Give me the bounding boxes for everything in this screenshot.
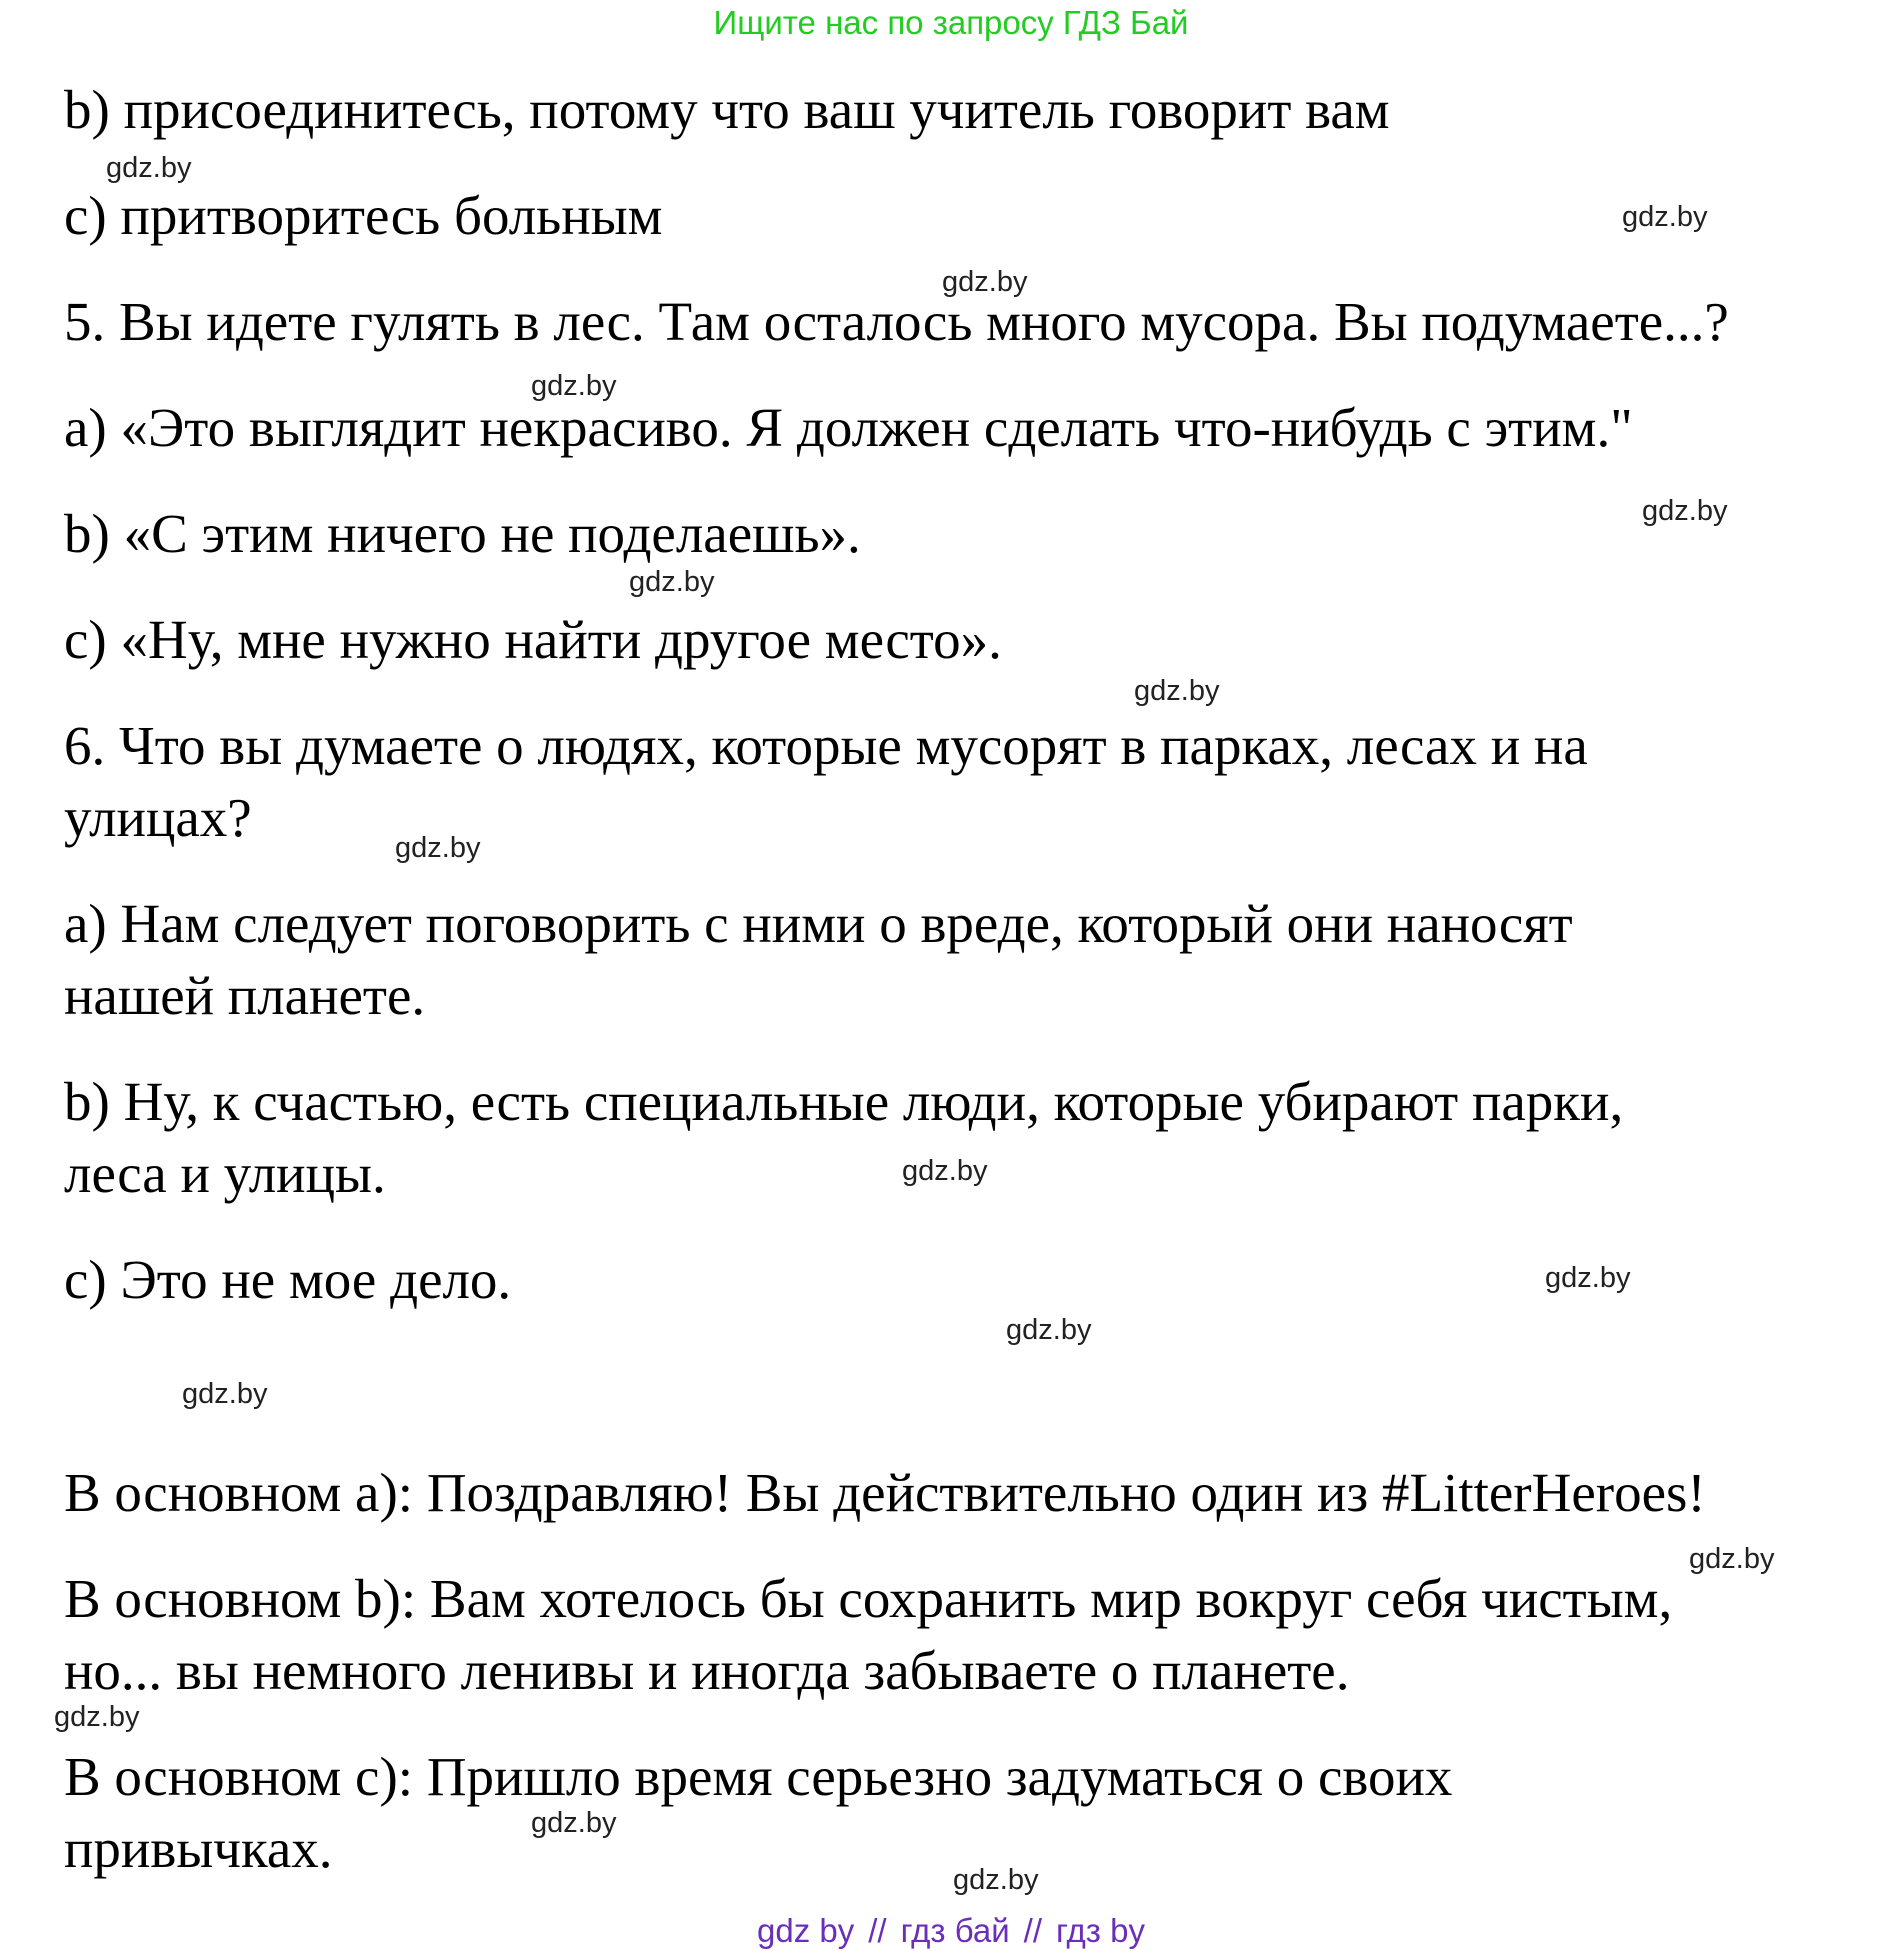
watermark: gdz.by [629, 566, 715, 598]
option-5c: c) «Ну, мне нужно найти другое место». [64, 609, 1002, 670]
watermark: gdz.by [1006, 1314, 1092, 1346]
option-6b-line-2: леса и улицы. [64, 1143, 386, 1204]
result-b-line-1: В основном b): Вам хотелось бы сохранить мир вокруг себя чистым, [64, 1568, 1673, 1629]
footer-link-gdz-by-cyr[interactable]: гдз by [1056, 1912, 1145, 1949]
watermark: gdz.by [902, 1155, 988, 1187]
question-6-line-2: улицах? [64, 787, 252, 848]
watermark: gdz.by [106, 152, 192, 184]
watermark: gdz.by [531, 1807, 617, 1839]
result-c-line-2: привычках. [64, 1818, 333, 1879]
footer-link-gdz-by[interactable]: gdz by [757, 1912, 855, 1949]
result-a: В основном a): Поздравляю! Вы действительно один из #LitterHeroes! [64, 1462, 1706, 1523]
watermark: gdz.by [953, 1864, 1039, 1896]
footer-separator: // [1023, 1912, 1042, 1949]
question-6-line-1: 6. Что вы думаете о людях, которые мусорят в парках, лесах и на [64, 715, 1588, 776]
option-4b: b) присоединитесь, потому что ваш учитель говорит вам [64, 79, 1390, 140]
question-5: 5. Вы идете гулять в лес. Там осталось много мусора. Вы подумаете...? [64, 291, 1729, 352]
watermark: gdz.by [1689, 1543, 1775, 1575]
watermark: gdz.by [1622, 201, 1708, 233]
option-4c: c) притворитесь больным [64, 185, 663, 246]
watermark: gdz.by [1545, 1262, 1631, 1294]
option-5a: a) «Это выглядит некрасиво. Я должен сделать что-нибудь с этим." [64, 397, 1633, 458]
footer-link-gdz-bai[interactable]: гдз бай [900, 1912, 1010, 1949]
watermark: gdz.by [395, 832, 481, 864]
option-5b: b) «С этим ничего не поделаешь». [64, 503, 861, 564]
footer-separator: // [868, 1912, 887, 1949]
watermark: gdz.by [182, 1378, 268, 1410]
watermark: gdz.by [942, 266, 1028, 298]
watermark: gdz.by [1134, 675, 1220, 707]
search-hint-link[interactable]: Ищите нас по запросу ГДЗ Бай [713, 4, 1189, 41]
result-b-line-2: но... вы немного ленивы и иногда забываете о планете. [64, 1640, 1350, 1701]
option-6a-line-2: нашей планете. [64, 965, 426, 1026]
option-6a-line-1: a) Нам следует поговорить с ними о вреде, который они наносят [64, 893, 1573, 954]
option-6c: c) Это не мое дело. [64, 1249, 512, 1310]
option-6b-line-1: b) Ну, к счастью, есть специальные люди, которые убирают парки, [64, 1071, 1624, 1132]
watermark: gdz.by [1642, 495, 1728, 527]
watermark: gdz.by [531, 370, 617, 402]
watermark: gdz.by [54, 1701, 140, 1733]
footer-links [0, 1912, 1902, 1950]
result-c-line-1: В основном c): Пришло время серьезно задуматься о своих [64, 1746, 1453, 1807]
